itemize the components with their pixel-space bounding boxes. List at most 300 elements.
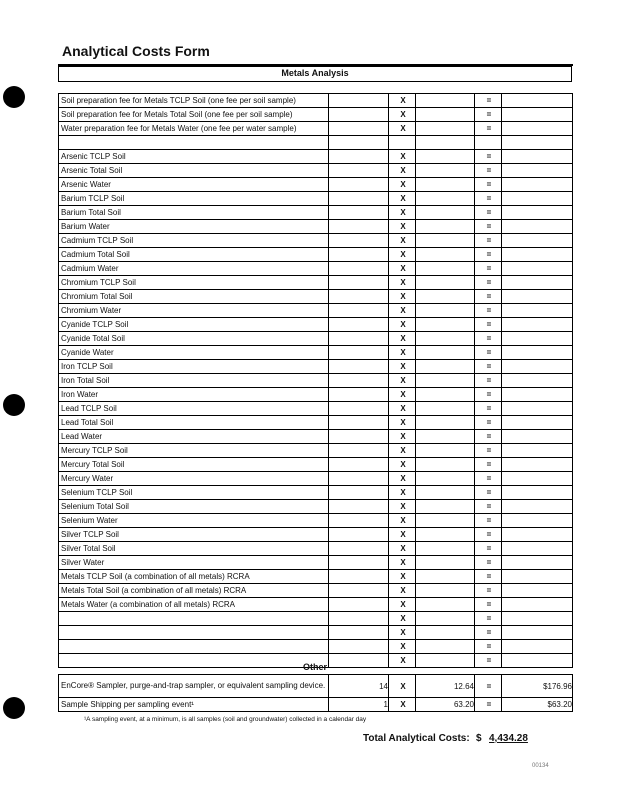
analysis-item-label: Iron Water: [59, 388, 329, 402]
line-total-cell[interactable]: [502, 360, 573, 374]
multiply-sign: X: [389, 626, 416, 640]
metals-section-header: [58, 66, 572, 82]
line-total-cell[interactable]: [502, 234, 573, 248]
line-total-cell[interactable]: [502, 262, 573, 276]
multiply-sign: X: [389, 444, 416, 458]
quantity-cell[interactable]: [329, 346, 389, 360]
table-row: [59, 500, 573, 514]
unit-price-cell[interactable]: [416, 374, 475, 388]
unit-price-cell[interactable]: [416, 262, 475, 276]
unit-price-cell[interactable]: [416, 598, 475, 612]
table-row: [59, 360, 573, 374]
line-total-cell[interactable]: [502, 444, 573, 458]
analysis-item-label: Selenium Total Soil: [59, 500, 329, 514]
form-title: Analytical Costs Form: [62, 43, 210, 59]
analysis-item-label: Metals TCLP Soil (a combination of all metals) RCRA: [59, 570, 329, 584]
line-total-cell[interactable]: [502, 542, 573, 556]
quantity-cell[interactable]: [329, 528, 389, 542]
multiply-sign: X: [389, 472, 416, 486]
multiply-sign: X: [389, 248, 416, 262]
analysis-item-label: Cadmium TCLP Soil: [59, 234, 329, 248]
multiply-sign: X: [389, 528, 416, 542]
quantity-cell[interactable]: [329, 626, 389, 640]
multiply-sign: X: [389, 178, 416, 192]
quantity-cell[interactable]: [329, 402, 389, 416]
unit-price-cell[interactable]: [416, 108, 475, 122]
multiply-sign: X: [389, 698, 416, 712]
unit-price-cell[interactable]: [416, 570, 475, 584]
unit-price-value[interactable]: 12.64: [416, 675, 475, 698]
unit-price-cell[interactable]: [416, 150, 475, 164]
equals-sign: =: [475, 500, 502, 514]
quantity-cell[interactable]: [329, 150, 389, 164]
table-row: [59, 556, 573, 570]
line-total-cell[interactable]: [502, 346, 573, 360]
equals-sign: =: [475, 556, 502, 570]
table-row: [59, 570, 573, 584]
equals-sign: =: [475, 318, 502, 332]
quantity-cell[interactable]: [329, 514, 389, 528]
multiply-sign: X: [389, 556, 416, 570]
table-row: [59, 108, 573, 122]
table-row: [59, 178, 573, 192]
multiply-sign: X: [389, 94, 416, 108]
analysis-item-label: Arsenic Water: [59, 178, 329, 192]
line-total-value[interactable]: $63.20: [502, 698, 573, 712]
line-total-cell[interactable]: [502, 150, 573, 164]
binder-hole-bottom: [3, 697, 25, 719]
line-total-cell[interactable]: [502, 374, 573, 388]
line-total-cell[interactable]: [502, 430, 573, 444]
unit-price-cell[interactable]: [416, 416, 475, 430]
quantity-cell[interactable]: [329, 500, 389, 514]
line-total-cell[interactable]: [502, 500, 573, 514]
equals-sign: =: [475, 612, 502, 626]
unit-price-cell[interactable]: [416, 486, 475, 500]
quantity-cell[interactable]: [329, 234, 389, 248]
unit-price-cell[interactable]: [416, 276, 475, 290]
analysis-item-label: Selenium Water: [59, 514, 329, 528]
table-row: [59, 416, 573, 430]
quantity-cell[interactable]: [329, 262, 389, 276]
equals-sign: =: [475, 598, 502, 612]
multiply-sign: X: [389, 542, 416, 556]
table-row: [59, 542, 573, 556]
unit-price-cell[interactable]: [416, 472, 475, 486]
quantity-cell[interactable]: [329, 556, 389, 570]
analysis-item-label: Silver Total Soil: [59, 542, 329, 556]
unit-price-cell[interactable]: [416, 500, 475, 514]
multiply-sign: X: [389, 402, 416, 416]
analysis-item-label: Chromium Water: [59, 304, 329, 318]
unit-price-cell[interactable]: [416, 430, 475, 444]
equals-sign: =: [475, 444, 502, 458]
analysis-item-label: Cadmium Total Soil: [59, 248, 329, 262]
unit-price-cell[interactable]: [416, 234, 475, 248]
line-total-cell[interactable]: [502, 598, 573, 612]
equals-sign: =: [475, 94, 502, 108]
multiply-sign: X: [389, 192, 416, 206]
unit-price-cell[interactable]: [416, 360, 475, 374]
unit-price-cell[interactable]: [416, 304, 475, 318]
equals-sign: =: [475, 640, 502, 654]
quantity-cell[interactable]: [329, 416, 389, 430]
quantity-cell[interactable]: [329, 248, 389, 262]
analysis-item-label: Lead Water: [59, 430, 329, 444]
table-row: [59, 220, 573, 234]
equals-sign: =: [475, 192, 502, 206]
line-total-cell[interactable]: [502, 206, 573, 220]
table-row: [59, 248, 573, 262]
equals-sign: =: [475, 150, 502, 164]
table-row: [59, 584, 573, 598]
quantity-cell[interactable]: [329, 458, 389, 472]
multiply-sign: X: [389, 430, 416, 444]
unit-price-cell[interactable]: [416, 346, 475, 360]
equals-sign: =: [475, 570, 502, 584]
multiply-sign: X: [389, 486, 416, 500]
analysis-item-label: Lead Total Soil: [59, 416, 329, 430]
line-total-cell[interactable]: [502, 290, 573, 304]
table-row: [59, 290, 573, 304]
equals-sign: =: [475, 528, 502, 542]
line-total-cell[interactable]: [502, 332, 573, 346]
analysis-item-label: Barium Water: [59, 220, 329, 234]
line-total-cell[interactable]: [502, 472, 573, 486]
quantity-cell[interactable]: [329, 290, 389, 304]
quantity-cell[interactable]: [329, 612, 389, 626]
analysis-item-label: Selenium TCLP Soil: [59, 486, 329, 500]
equals-sign: [475, 136, 502, 150]
multiply-sign: X: [389, 220, 416, 234]
quantity-cell[interactable]: [329, 192, 389, 206]
equals-sign: =: [475, 220, 502, 234]
equals-sign: =: [475, 626, 502, 640]
multiply-sign: X: [389, 640, 416, 654]
table-row: [59, 444, 573, 458]
binder-hole-middle: [3, 394, 25, 416]
line-total-cell[interactable]: [502, 164, 573, 178]
quantity-value[interactable]: 14: [329, 675, 389, 698]
equals-sign: =: [475, 514, 502, 528]
analysis-item-label: Water preparation fee for Metals Water (one fee per water sample): [59, 122, 329, 136]
page-number-stamp: 00134: [532, 763, 549, 769]
line-total-cell[interactable]: [502, 108, 573, 122]
unit-price-cell[interactable]: [416, 332, 475, 346]
analysis-item-label: Metals Water (a combination of all metals) RCRA: [59, 598, 329, 612]
multiply-sign: X: [389, 164, 416, 178]
analysis-item-label: Barium Total Soil: [59, 206, 329, 220]
multiply-sign: X: [389, 500, 416, 514]
line-total-cell[interactable]: [502, 612, 573, 626]
quantity-cell[interactable]: [329, 318, 389, 332]
multiply-sign: X: [389, 122, 416, 136]
table-row: [59, 276, 573, 290]
quantity-cell[interactable]: [329, 388, 389, 402]
line-total-cell[interactable]: [502, 528, 573, 542]
equals-sign: =: [475, 122, 502, 136]
analysis-item-label: Lead TCLP Soil: [59, 402, 329, 416]
unit-price-cell[interactable]: [416, 248, 475, 262]
multiply-sign: X: [389, 304, 416, 318]
quantity-cell[interactable]: [329, 108, 389, 122]
multiply-sign: X: [389, 570, 416, 584]
line-total-cell[interactable]: [502, 248, 573, 262]
multiply-sign: X: [389, 675, 416, 698]
equals-sign: =: [475, 458, 502, 472]
unit-price-cell[interactable]: [416, 206, 475, 220]
line-total-cell[interactable]: [502, 318, 573, 332]
unit-price-cell[interactable]: [416, 612, 475, 626]
quantity-cell[interactable]: [329, 136, 389, 150]
multiply-sign: X: [389, 374, 416, 388]
unit-price-cell[interactable]: [416, 514, 475, 528]
unit-price-cell[interactable]: [416, 444, 475, 458]
quantity-cell[interactable]: [329, 430, 389, 444]
analysis-item-label: Silver TCLP Soil: [59, 528, 329, 542]
quantity-cell[interactable]: [329, 304, 389, 318]
analysis-item-label: Soil preparation fee for Metals Total Soil (one fee per soil sample): [59, 108, 329, 122]
equals-sign: =: [475, 472, 502, 486]
sampling-event-footnote: ¹A sampling event, at a minimum, is all samples (soil and groundwater) collected in a calendar day: [84, 716, 367, 723]
table-row: [59, 304, 573, 318]
equals-sign: =: [475, 388, 502, 402]
unit-price-cell[interactable]: [416, 318, 475, 332]
metals-cost-table: [58, 93, 573, 668]
equals-sign: =: [475, 304, 502, 318]
unit-price-cell[interactable]: [416, 122, 475, 136]
table-row: [59, 388, 573, 402]
unit-price-cell[interactable]: [416, 136, 475, 150]
line-total-cell[interactable]: [502, 584, 573, 598]
table-row: [59, 318, 573, 332]
other-item-label: Sample Shipping per sampling event¹: [59, 698, 329, 712]
unit-price-cell[interactable]: [416, 626, 475, 640]
metals-section-title: Metals Analysis: [281, 68, 349, 78]
analysis-item-label: [59, 640, 329, 654]
equals-sign: =: [475, 346, 502, 360]
multiply-sign: X: [389, 276, 416, 290]
equals-sign: =: [475, 402, 502, 416]
multiply-sign: X: [389, 206, 416, 220]
analysis-item-label: Iron TCLP Soil: [59, 360, 329, 374]
table-row: [59, 675, 573, 698]
analysis-item-label: Mercury Water: [59, 472, 329, 486]
multiply-sign: X: [389, 150, 416, 164]
unit-price-cell[interactable]: [416, 178, 475, 192]
line-total-cell[interactable]: [502, 178, 573, 192]
quantity-cell[interactable]: [329, 94, 389, 108]
multiply-sign: X: [389, 360, 416, 374]
analysis-item-label: Cyanide Total Soil: [59, 332, 329, 346]
line-total-cell[interactable]: [502, 514, 573, 528]
analysis-item-label: Mercury Total Soil: [59, 458, 329, 472]
quantity-cell[interactable]: [329, 444, 389, 458]
total-costs-label: Total Analytical Costs:: [363, 733, 470, 744]
table-row: [59, 402, 573, 416]
quantity-cell[interactable]: [329, 332, 389, 346]
table-row: [59, 136, 573, 150]
multiply-sign: [389, 136, 416, 150]
line-total-cell[interactable]: [502, 416, 573, 430]
analysis-item-label: Cyanide Water: [59, 346, 329, 360]
table-row: [59, 514, 573, 528]
line-total-cell[interactable]: [502, 626, 573, 640]
table-row: [59, 346, 573, 360]
quantity-cell[interactable]: [329, 472, 389, 486]
other-section-title: Other: [302, 662, 327, 672]
quantity-cell[interactable]: [329, 276, 389, 290]
unit-price-cell[interactable]: [416, 542, 475, 556]
analysis-item-label: [59, 626, 329, 640]
line-total-cell[interactable]: [502, 486, 573, 500]
equals-sign: =: [475, 234, 502, 248]
equals-sign: =: [475, 178, 502, 192]
line-total-cell[interactable]: [502, 556, 573, 570]
line-total-cell[interactable]: [502, 276, 573, 290]
quantity-cell[interactable]: [329, 640, 389, 654]
line-total-cell[interactable]: [502, 122, 573, 136]
equals-sign: =: [475, 206, 502, 220]
table-row: [59, 458, 573, 472]
quantity-cell[interactable]: [329, 220, 389, 234]
analysis-item-label: Arsenic TCLP Soil: [59, 150, 329, 164]
table-row: [59, 234, 573, 248]
unit-price-cell[interactable]: [416, 290, 475, 304]
line-total-cell[interactable]: [502, 388, 573, 402]
unit-price-cell[interactable]: [416, 192, 475, 206]
quantity-cell[interactable]: [329, 570, 389, 584]
unit-price-cell[interactable]: [416, 640, 475, 654]
analysis-item-label: Iron Total Soil: [59, 374, 329, 388]
table-row: [59, 612, 573, 626]
equals-sign: =: [475, 290, 502, 304]
unit-price-cell[interactable]: [416, 584, 475, 598]
equals-sign: =: [475, 584, 502, 598]
equals-sign: =: [475, 360, 502, 374]
quantity-cell[interactable]: [329, 206, 389, 220]
analysis-item-label: Mercury TCLP Soil: [59, 444, 329, 458]
table-row: [59, 206, 573, 220]
multiply-sign: X: [389, 318, 416, 332]
analysis-item-label: Metals Total Soil (a combination of all metals) RCRA: [59, 584, 329, 598]
quantity-value[interactable]: 1: [329, 698, 389, 712]
table-row: [59, 626, 573, 640]
total-currency-symbol: $: [476, 733, 482, 744]
analysis-item-label: Barium TCLP Soil: [59, 192, 329, 206]
line-total-cell[interactable]: [502, 94, 573, 108]
quantity-cell[interactable]: [329, 542, 389, 556]
equals-sign: =: [475, 276, 502, 290]
line-total-cell[interactable]: [502, 304, 573, 318]
table-row: [59, 598, 573, 612]
quantity-cell[interactable]: [329, 122, 389, 136]
table-row: [59, 374, 573, 388]
table-row: [59, 262, 573, 276]
table-row: [59, 640, 573, 654]
quantity-cell[interactable]: [329, 598, 389, 612]
quantity-cell[interactable]: [329, 164, 389, 178]
equals-sign: =: [475, 248, 502, 262]
line-total-cell[interactable]: [502, 402, 573, 416]
unit-price-cell[interactable]: [416, 388, 475, 402]
table-row: [59, 430, 573, 444]
unit-price-cell[interactable]: [416, 458, 475, 472]
equals-sign: =: [475, 486, 502, 500]
unit-price-cell[interactable]: [416, 164, 475, 178]
line-total-cell[interactable]: [502, 220, 573, 234]
other-cost-table: [58, 674, 573, 712]
multiply-sign: X: [389, 108, 416, 122]
analysis-item-label: [59, 136, 329, 150]
analysis-item-label: Arsenic Total Soil: [59, 164, 329, 178]
analysis-item-label: Soil preparation fee for Metals TCLP Soil (one fee per soil sample): [59, 94, 329, 108]
quantity-cell[interactable]: [329, 584, 389, 598]
table-row: [59, 164, 573, 178]
unit-price-cell[interactable]: [416, 528, 475, 542]
table-row: [59, 122, 573, 136]
multiply-sign: X: [389, 388, 416, 402]
quantity-cell[interactable]: [329, 486, 389, 500]
multiply-sign: X: [389, 654, 416, 668]
table-row: [59, 150, 573, 164]
multiply-sign: X: [389, 598, 416, 612]
line-total-cell[interactable]: [502, 458, 573, 472]
analysis-item-label: Silver Water: [59, 556, 329, 570]
analysis-item-label: Chromium TCLP Soil: [59, 276, 329, 290]
quantity-cell[interactable]: [329, 360, 389, 374]
table-row: [59, 332, 573, 346]
multiply-sign: X: [389, 584, 416, 598]
multiply-sign: X: [389, 262, 416, 276]
equals-sign: =: [475, 332, 502, 346]
multiply-sign: X: [389, 416, 416, 430]
equals-sign: =: [475, 262, 502, 276]
multiply-sign: X: [389, 514, 416, 528]
table-row: [59, 192, 573, 206]
equals-sign: =: [475, 430, 502, 444]
unit-price-cell[interactable]: [416, 220, 475, 234]
equals-sign: =: [475, 374, 502, 388]
multiply-sign: X: [389, 290, 416, 304]
multiply-sign: X: [389, 332, 416, 346]
line-total-cell[interactable]: [502, 640, 573, 654]
equals-sign: =: [475, 164, 502, 178]
unit-price-cell[interactable]: [416, 402, 475, 416]
total-costs-value: 4,434.28: [489, 733, 528, 744]
equals-sign: =: [475, 675, 502, 698]
quantity-cell[interactable]: [329, 178, 389, 192]
unit-price-cell[interactable]: [416, 94, 475, 108]
multiply-sign: X: [389, 612, 416, 626]
unit-price-value[interactable]: 63.20: [416, 698, 475, 712]
line-total-cell[interactable]: [502, 136, 573, 150]
other-item-label: EnCore® Sampler, purge-and-trap sampler, or equivalent sampling device.: [59, 675, 329, 698]
table-row: [59, 94, 573, 108]
line-total-cell[interactable]: [502, 570, 573, 584]
equals-sign: =: [475, 542, 502, 556]
analysis-item-label: Cyanide TCLP Soil: [59, 318, 329, 332]
quantity-cell[interactable]: [329, 374, 389, 388]
analysis-item-label: Cadmium Water: [59, 262, 329, 276]
unit-price-cell[interactable]: [416, 556, 475, 570]
table-row: [59, 528, 573, 542]
equals-sign: =: [475, 654, 502, 668]
table-row: [59, 486, 573, 500]
binder-hole-top: [3, 86, 25, 108]
line-total-cell[interactable]: [502, 192, 573, 206]
line-total-value[interactable]: $176.96: [502, 675, 573, 698]
